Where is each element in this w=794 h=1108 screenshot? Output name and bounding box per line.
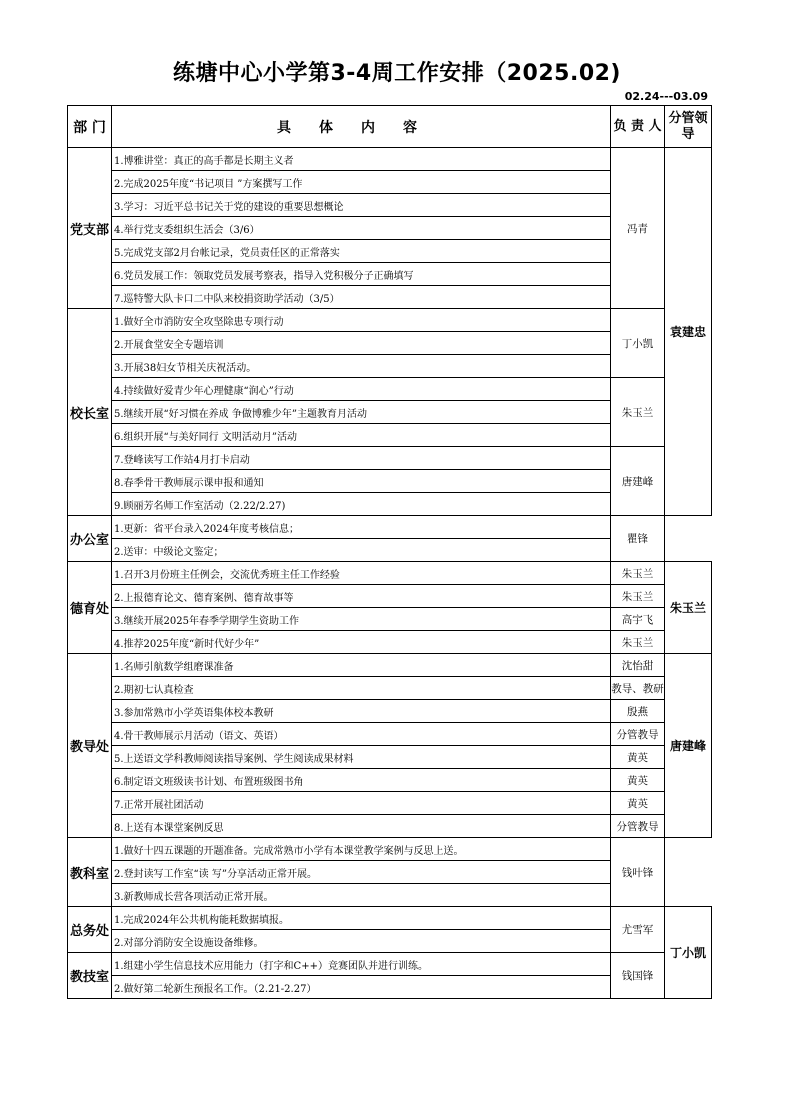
task-item: 6.组织开展“与美好同行 文明活动月”活动 (112, 424, 611, 447)
header-owner: 负 责 人 (611, 106, 665, 148)
task-item: 8.上送有本课堂案例反思 (112, 815, 611, 838)
task-item: 2.做好第二轮新生预报名工作。（2.21-2.27） (112, 976, 611, 999)
leader-cell: 唐建峰 (665, 654, 712, 838)
task-item: 7.巡特警大队卡口二中队来校捐资助学活动（3/5） (112, 286, 611, 309)
table-row (68, 447, 712, 470)
blank-leader-cell (665, 838, 712, 907)
task-item: 3.继续开展2025年春季学期学生资助工作 (112, 608, 611, 631)
owner-cell: 瞿锋 (611, 516, 665, 562)
task-item: 2.期初七认真检查 (112, 677, 611, 700)
task-item: 4.举行党支委组织生活会（3/6） (112, 217, 611, 240)
leader-cell: 袁建忠 (665, 148, 712, 516)
task-item: 7.正常开展社团活动 (112, 792, 611, 815)
task-item: 1.组建小学生信息技术应用能力（打字和C++）竞赛团队并进行训练。 (112, 953, 611, 976)
table-row (68, 953, 712, 976)
owner-cell: 教导、教研 (611, 677, 665, 700)
table-row (68, 815, 712, 838)
task-item: 1.名师引航数学组磨课准备 (112, 654, 611, 677)
task-item: 1.完成2024年公共机构能耗数据填报。 (112, 907, 611, 930)
owner-cell: 丁小凯 (611, 309, 665, 378)
owner-cell: 分管教导 (611, 723, 665, 746)
dept-tech-office: 教技室 (68, 953, 112, 999)
task-item: 8.春季骨干教师展示课申报和通知 (112, 470, 611, 493)
header-leader: 分管领导 (665, 106, 712, 148)
task-item: 1.召开3月份班主任例会，交流优秀班主任工作经验 (112, 562, 611, 585)
table-row (68, 516, 712, 539)
table-row (68, 309, 712, 332)
date-range: 02.24---03.09 (624, 90, 708, 103)
table-row (68, 792, 712, 815)
header-row (68, 106, 712, 148)
task-item: 1.做好全市消防安全攻坚除患专项行动 (112, 309, 611, 332)
owner-cell: 高宇飞 (611, 608, 665, 631)
task-item: 4.推荐2025年度“新时代好少年” (112, 631, 611, 654)
schedule-table (67, 105, 712, 999)
header-content: 具体内容 (112, 106, 611, 148)
task-item: 9.顾丽芳名师工作室活动（2.22/2.27) (112, 493, 611, 516)
blank-leader-cell (665, 516, 712, 562)
table-row (68, 148, 712, 171)
page-title: 练塘中心小学第3-4周工作安排（2025.02) (172, 61, 621, 86)
owner-cell: 朱玉兰 (611, 585, 665, 608)
task-item: 3.参加常熟市小学英语集体校本教研 (112, 700, 611, 723)
owner-cell: 殷燕 (611, 700, 665, 723)
task-item: 4.骨干教师展示月活动（语文、英语） (112, 723, 611, 746)
owner-cell: 冯青 (611, 148, 665, 309)
table-row (68, 769, 712, 792)
table-row (68, 838, 712, 861)
owner-cell: 黄英 (611, 792, 665, 815)
header-dept: 部 门 (68, 106, 112, 148)
task-item: 5.完成党支部2月台帐记录，党员责任区的正常落实 (112, 240, 611, 263)
dept-moral-education: 德育处 (68, 562, 112, 654)
leader-cell: 朱玉兰 (665, 562, 712, 654)
dept-teaching-affairs: 教导处 (68, 654, 112, 838)
table-row (68, 723, 712, 746)
table-row (68, 631, 712, 654)
table-row (68, 562, 712, 585)
owner-cell: 朱玉兰 (611, 562, 665, 585)
leader-cell: 丁小凯 (665, 907, 712, 999)
task-item: 1.博雅讲堂：真正的高手都是长期主义者 (112, 148, 611, 171)
task-item: 4.持续做好爱青少年心理健康“润心”行动 (112, 378, 611, 401)
owner-cell: 尤雪军 (611, 907, 665, 953)
table-row (68, 677, 712, 700)
task-item: 6.党员发展工作：领取党员发展考察表，指导入党积极分子正确填写 (112, 263, 611, 286)
table-row (68, 378, 712, 401)
task-item: 5.上送语文学科教师阅读指导案例、学生阅读成果材料 (112, 746, 611, 769)
owner-cell: 朱玉兰 (611, 378, 665, 447)
table-row (68, 700, 712, 723)
task-item: 2.对部分消防安全设施设备维修。 (112, 930, 611, 953)
task-item: 2.开展食堂安全专题培训 (112, 332, 611, 355)
task-item: 2.上报德育论文、德育案例、德育故事等 (112, 585, 611, 608)
task-item: 2.送审：中级论文鉴定； (112, 539, 611, 562)
task-item: 1.更新：省平台录入2024年度考核信息； (112, 516, 611, 539)
task-item: 3.学习：习近平总书记关于党的建设的重要思想概论 (112, 194, 611, 217)
task-item: 1.做好十四五课题的开题准备。完成常熟市小学有本课堂教学案例与反思上送。 (112, 838, 611, 861)
owner-cell: 唐建峰 (611, 447, 665, 516)
dept-principal-office: 校长室 (68, 309, 112, 516)
dept-research-office: 教科室 (68, 838, 112, 907)
owner-cell: 钱国锋 (611, 953, 665, 999)
dept-office: 办公室 (68, 516, 112, 562)
task-item: 5.继续开展“好习惯在养成 争做博雅少年”主题教育月活动 (112, 401, 611, 424)
owner-cell: 沈怡甜 (611, 654, 665, 677)
table-row (68, 654, 712, 677)
dept-party-branch: 党支部 (68, 148, 112, 309)
task-item: 3.开展38妇女节相关庆祝活动。 (112, 355, 611, 378)
task-item: 2.登封读写工作室“读 写”分享活动正常开展。 (112, 861, 611, 884)
owner-cell: 黄英 (611, 746, 665, 769)
owner-cell: 钱叶锋 (611, 838, 665, 907)
dept-general-affairs: 总务处 (68, 907, 112, 953)
task-item: 3.新教师成长营各项活动正常开展。 (112, 884, 611, 907)
table-row (68, 746, 712, 769)
owner-cell: 分管教导 (611, 815, 665, 838)
owner-cell: 黄英 (611, 769, 665, 792)
table-row (68, 907, 712, 930)
task-item: 2.完成2025年度“书记项目 ”方案撰写工作 (112, 171, 611, 194)
task-item: 7.登峰读写工作站4月打卡启动 (112, 447, 611, 470)
owner-cell: 朱玉兰 (611, 631, 665, 654)
table-row (68, 585, 712, 608)
table-row (68, 608, 712, 631)
task-item: 6.制定语文班级读书计划、布置班级图书角 (112, 769, 611, 792)
